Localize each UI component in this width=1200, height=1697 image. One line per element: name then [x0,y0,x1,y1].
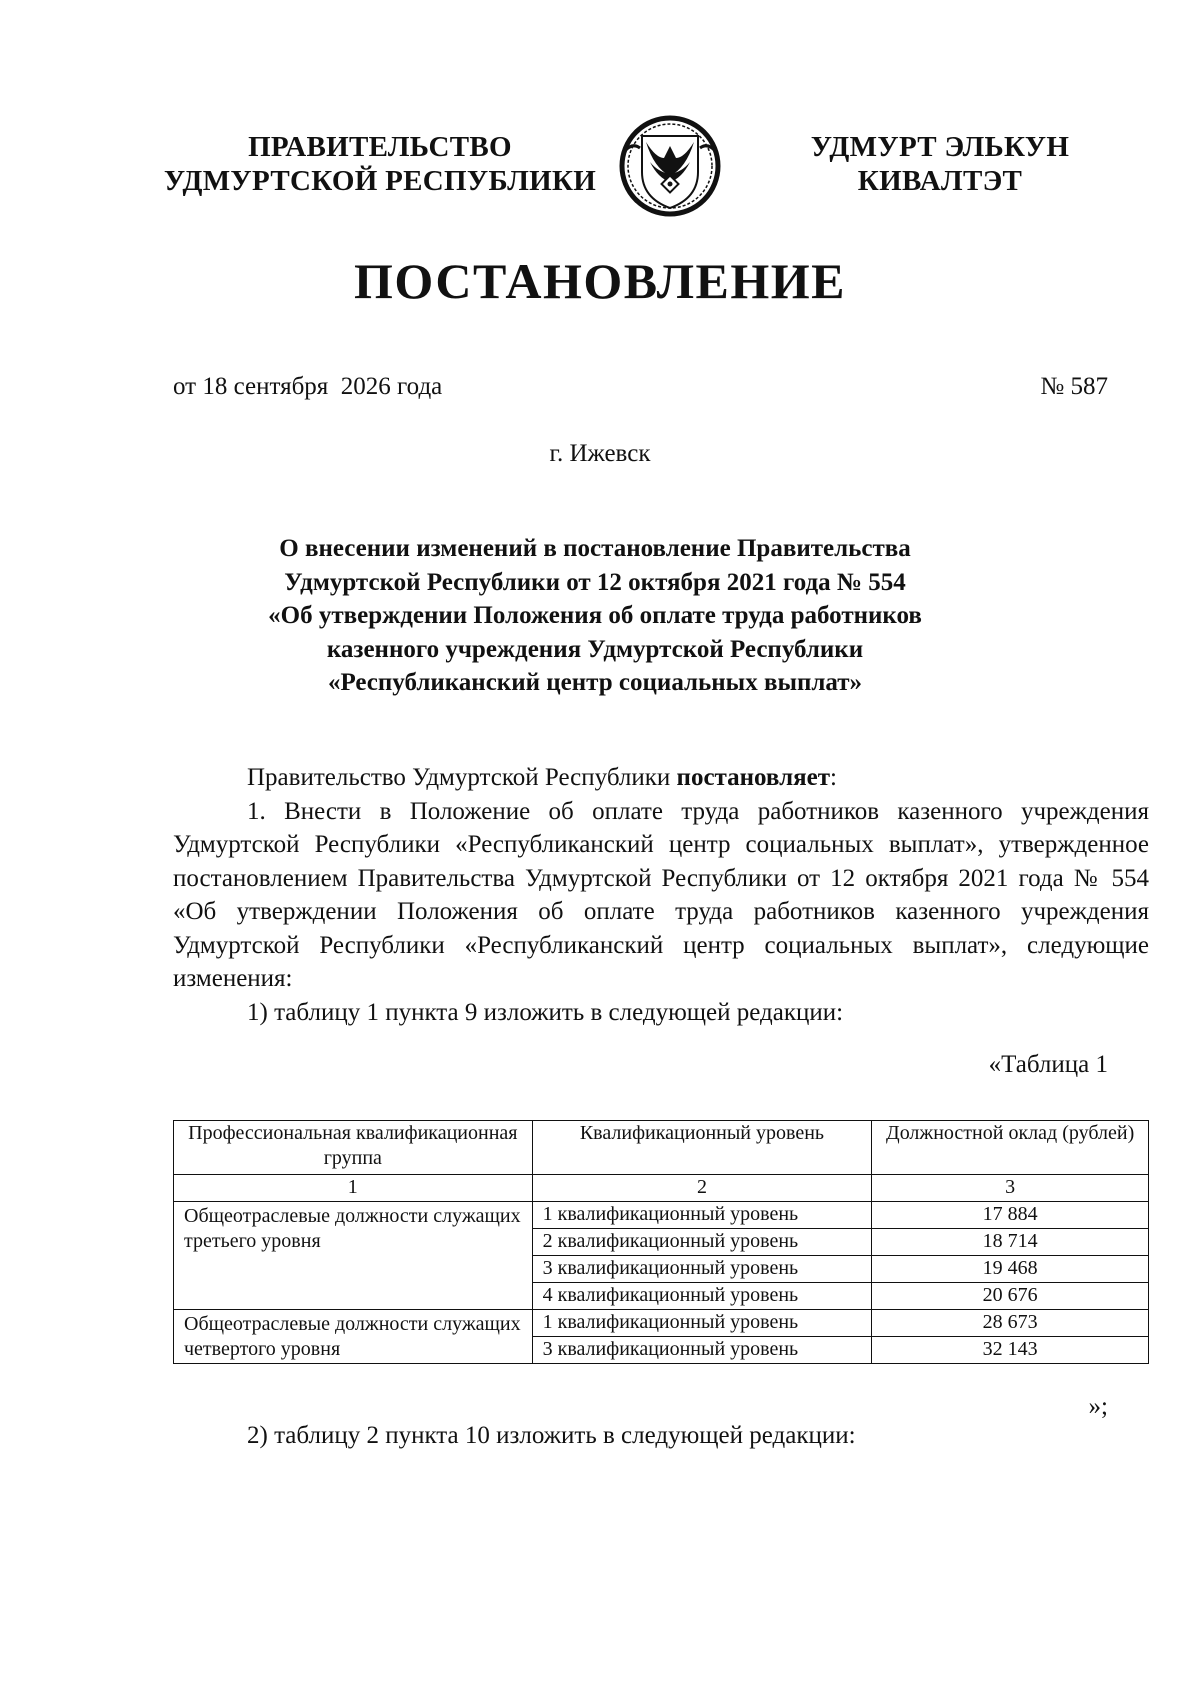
column-number: 3 [872,1175,1149,1202]
subject-line: «Об утверждении Положения об оплате труда работников [268,602,922,629]
column-number: 2 [532,1175,872,1202]
qualification-level: 1 квалификационный уровень [532,1310,872,1337]
table-caption: «Таблица 1 [988,1051,1108,1078]
intro-text: Правительство Удмуртской Республики [247,764,677,791]
table-header-row [174,1121,1149,1175]
document-title: ПОСТАНОВЛЕНИЕ [354,253,846,309]
qualification-level: 1 квалификационный уровень [532,1202,872,1229]
udmurt-coat-of-arms-icon [614,112,726,220]
resolution-intro [173,761,1149,795]
header-right-line-2: КИВАЛТЭТ [857,165,1023,197]
government-name-russian [160,130,600,198]
qualification-level: 4 квалификационный уровень [532,1283,872,1310]
group-name: Общеотраслевые должности служащих третьего уровня [174,1202,533,1310]
government-name-udmurt [790,130,1090,198]
header-right-line-1: УДМУРТ ЭЛЬКУН [810,131,1070,163]
qualification-level: 2 квалификационный уровень [532,1229,872,1256]
group-name: Общеотраслевые должности служащих четвертого уровня [174,1310,533,1364]
qualification-level: 3 квалификационный уровень [532,1337,872,1364]
header-left-line-2: УДМУРТСКОЙ РЕСПУБЛИКИ [163,165,597,197]
table-row [174,1310,1149,1337]
paragraph-1: 1. Внести в Положение об оплате труда работников казенного учреждения Удмуртской Республики «Республиканский центр социальных выплат», утвержденное постановлением Правительства Удмуртской Республики от 12 октября 2021 года № 554 «Об утверждении Положения об оплате труда работников казенного учреждения Удмуртской Республики «Республиканский центр социальных выплат», следующие изменения: [173,797,1149,992]
document-subject [200,532,990,700]
table-closing-quote: »; [1088,1393,1108,1420]
salary-value: 17 884 [872,1202,1149,1229]
salary-value: 18 714 [872,1229,1149,1256]
subject-line: Удмуртской Республики от 12 октября 2021 года № 554 [284,568,906,596]
subject-line: О внесении изменений в постановление Правительства [279,535,911,562]
subject-line: «Республиканский центр социальных выплат» [327,669,863,696]
header-left-line-1: ПРАВИТЕЛЬСТВО [248,131,512,163]
header-salary: Должностной оклад (рублей) [872,1121,1149,1175]
header-group: Профессиональная квалификационная группа [174,1121,533,1175]
salary-table [173,1120,1149,1364]
table-row [174,1202,1149,1229]
document-date: от 18 сентября 2026 года [173,373,443,400]
item-1: 1) таблицу 1 пункта 9 изложить в следующей редакции: [247,998,844,1026]
header-level: Квалификационный уровень [532,1121,872,1175]
salary-value: 32 143 [872,1337,1149,1364]
subject-line: казенного учреждения Удмуртской Республики [326,635,864,663]
item-2: 2) таблицу 2 пункта 10 изложить в следующей редакции: [247,1422,856,1449]
qualification-level: 3 квалификационный уровень [532,1256,872,1283]
document-number: № 587 [1040,373,1108,400]
document-body [173,761,1149,1029]
salary-value: 20 676 [872,1283,1149,1310]
intro-end-text: : [830,764,837,791]
salary-value: 19 468 [872,1256,1149,1283]
document-city: г. Ижевск [549,440,651,467]
table-column-numbers-row [174,1175,1149,1202]
salary-value: 28 673 [872,1310,1149,1337]
intro-bold-text: постановляет [676,764,831,791]
column-number: 1 [174,1175,533,1202]
